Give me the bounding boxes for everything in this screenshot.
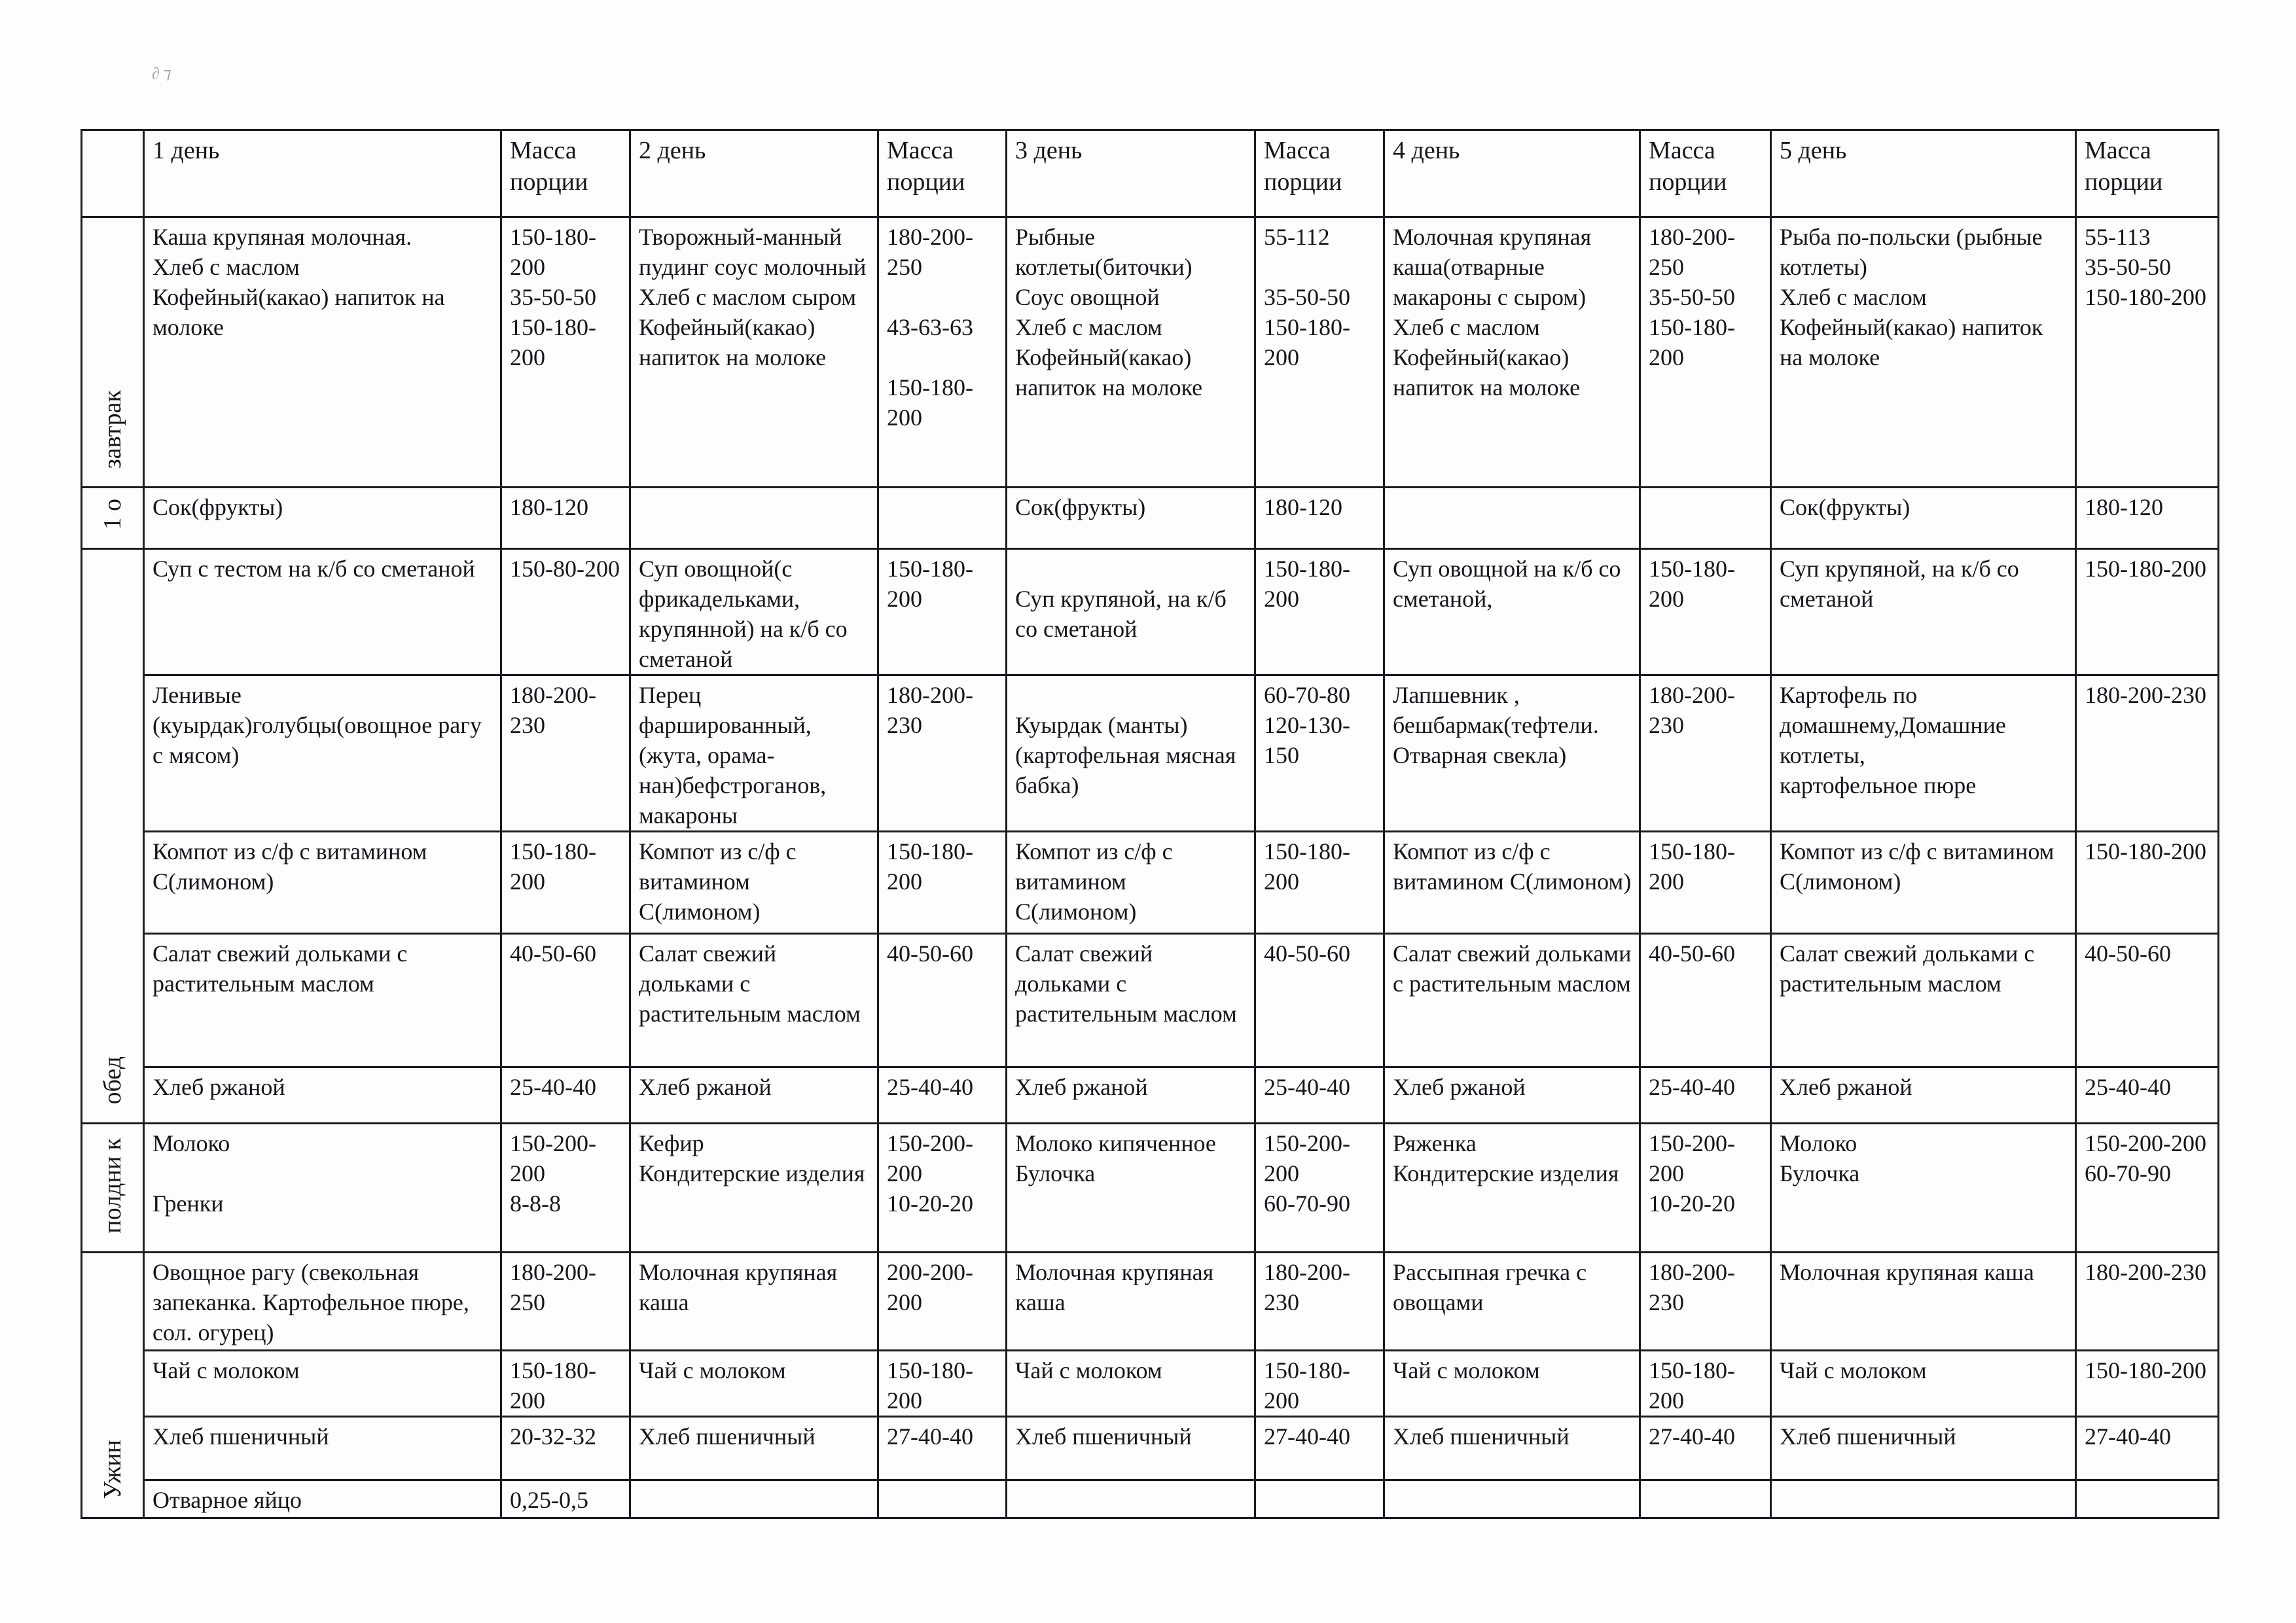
dish-cell: Молоко Гренки <box>144 1123 501 1252</box>
mass-cell: 150-180-200 <box>2076 548 2219 675</box>
dish-cell: Компот из с/ф с витамином С(лимоном) <box>1771 831 2076 933</box>
mass-cell: 180-200-230 <box>1640 1252 1771 1350</box>
header-row <box>82 130 2219 217</box>
header-mass: Масса порции <box>878 130 1007 217</box>
mass-cell: 27-40-40 <box>1255 1416 1384 1480</box>
mass-cell: 40-50-60 <box>878 933 1007 1067</box>
dish-cell: Чай с молоком <box>1007 1350 1255 1416</box>
menu-table <box>81 129 2219 1519</box>
header-mass: Масса порции <box>1255 130 1384 217</box>
dish-cell: Суп с тестом на к/б со сметаной <box>144 548 501 675</box>
meal-label-cell <box>82 548 144 1123</box>
meal-label-cell <box>82 1123 144 1252</box>
dish-cell: Хлеб пшеничный <box>1384 1416 1640 1480</box>
dish-cell: Сок(фрукты) <box>1007 488 1255 549</box>
dish-cell: Молочная крупяная каша <box>1007 1252 1255 1350</box>
menu-row <box>82 548 2219 675</box>
dish-cell: Ряженка Кондитерские изделия <box>1384 1123 1640 1252</box>
meal-label: полдни к <box>99 1137 126 1234</box>
mass-cell: 150-180-200 <box>1640 548 1771 675</box>
dish-cell: Творожный-манный пудинг соус молочный Хлеб с маслом сыром Кофейный(какао) напиток на молоке <box>630 217 878 488</box>
dish-cell: Каша крупяная молочная. Хлеб с маслом Кофейный(какао) напиток на молоке <box>144 217 501 488</box>
dish-cell: Молочная крупяная каша <box>630 1252 878 1350</box>
mass-cell: 20-32-32 <box>501 1416 630 1480</box>
mass-cell: 60-70-80 120-130-150 <box>1255 675 1384 831</box>
dish-cell <box>630 1480 878 1518</box>
dish-cell: Куырдак (манты) (картофельная мясная бабка) <box>1007 675 1255 831</box>
dish-cell: Чай с молоком <box>144 1350 501 1416</box>
dish-cell: Чай с молоком <box>1771 1350 2076 1416</box>
dish-cell <box>1384 488 1640 549</box>
mass-cell <box>2076 1480 2219 1518</box>
mass-cell: 25-40-40 <box>1640 1067 1771 1123</box>
dish-cell: Суп овощной(с фрикадельками, крупянной) на к/б со сметаной <box>630 548 878 675</box>
mass-cell: 0,25-0,5 <box>501 1480 630 1518</box>
mass-cell <box>878 1480 1007 1518</box>
menu-row <box>82 831 2219 933</box>
mass-cell: 150-180-200 <box>2076 1350 2219 1416</box>
mass-cell: 180-200-230 <box>1640 675 1771 831</box>
dish-cell: Чай с молоком <box>1384 1350 1640 1416</box>
dish-cell: Рыбные котлеты(биточки) Соус овощной Хлеб с маслом Кофейный(какао) напиток на молоке <box>1007 217 1255 488</box>
dish-cell <box>1007 1480 1255 1518</box>
dish-cell: Салат свежий дольками с растительным маслом <box>1007 933 1255 1067</box>
dish-cell: Хлеб пшеничный <box>630 1416 878 1480</box>
mass-cell: 40-50-60 <box>501 933 630 1067</box>
dish-cell: Хлеб ржаной <box>1384 1067 1640 1123</box>
dish-cell: Хлеб ржаной <box>1771 1067 2076 1123</box>
header-mass: Масса порции <box>1640 130 1771 217</box>
mass-cell: 150-200-200 10-20-20 <box>1640 1123 1771 1252</box>
mass-cell: 40-50-60 <box>1255 933 1384 1067</box>
mass-cell <box>878 488 1007 549</box>
menu-row <box>82 1416 2219 1480</box>
menu-row <box>82 675 2219 831</box>
dish-cell: Салат свежий дольками с растительным маслом <box>144 933 501 1067</box>
dish-cell: Хлеб пшеничный <box>144 1416 501 1480</box>
mass-cell: 150-80-200 <box>501 548 630 675</box>
meal-label: Ужин <box>99 1440 126 1499</box>
header-mass: Масса порции <box>2076 130 2219 217</box>
dish-cell: Ленивые (куырдак)голубцы(овощное рагу с мясом) <box>144 675 501 831</box>
dish-cell: Рыба по-польски (рыбные котлеты) Хлеб с маслом Кофейный(какао) напиток на молоке <box>1771 217 2076 488</box>
dish-cell: Молочная крупяная каша(отварные макароны с сыром) Хлеб с маслом Кофейный(какао) напиток на молоке <box>1384 217 1640 488</box>
menu-row <box>82 1067 2219 1123</box>
mass-cell: 150-180-200 35-50-50 150-180-200 <box>501 217 630 488</box>
dish-cell: Кефир Кондитерские изделия <box>630 1123 878 1252</box>
dish-cell: Хлеб пшеничный <box>1007 1416 1255 1480</box>
meal-label-cell <box>82 1252 144 1518</box>
dish-cell: Молочная крупяная каша <box>1771 1252 2076 1350</box>
mass-cell: 40-50-60 <box>2076 933 2219 1067</box>
mass-cell: 150-200-200 60-70-90 <box>2076 1123 2219 1252</box>
dish-cell: Хлеб ржаной <box>144 1067 501 1123</box>
mass-cell: 180-200-230 <box>878 675 1007 831</box>
mass-cell: 150-180-200 <box>1255 1350 1384 1416</box>
dish-cell: Суп овощной на к/б со сметаной, <box>1384 548 1640 675</box>
header-day: 3 день <box>1007 130 1255 217</box>
menu-row <box>82 488 2219 549</box>
mass-cell: 25-40-40 <box>1255 1067 1384 1123</box>
mass-cell: 27-40-40 <box>1640 1416 1771 1480</box>
dish-cell: Салат свежий дольками с растительным маслом <box>1771 933 2076 1067</box>
dish-cell: Салат свежий дольками с растительным маслом <box>630 933 878 1067</box>
mass-cell: 150-180-200 <box>878 1350 1007 1416</box>
mass-cell: 40-50-60 <box>1640 933 1771 1067</box>
meal-label-cell <box>82 488 144 549</box>
mass-cell: 150-180-200 <box>2076 831 2219 933</box>
dish-cell <box>1384 1480 1640 1518</box>
mass-cell <box>1255 1480 1384 1518</box>
mass-cell: 150-180-200 <box>878 831 1007 933</box>
dish-cell: Компот из с/ф с витамином С(лимоном) <box>1384 831 1640 933</box>
dish-cell: Отварное яйцо <box>144 1480 501 1518</box>
menu-row <box>82 933 2219 1067</box>
mass-cell: 200-200-200 <box>878 1252 1007 1350</box>
mass-cell: 150-180-200 <box>501 831 630 933</box>
mass-cell: 25-40-40 <box>878 1067 1007 1123</box>
header-mass: Масса порции <box>501 130 630 217</box>
mass-cell: 150-200-200 8-8-8 <box>501 1123 630 1252</box>
dish-cell: Салат свежий дольками с растительным маслом <box>1384 933 1640 1067</box>
mass-cell: 150-180-200 <box>501 1350 630 1416</box>
header-day: 2 день <box>630 130 878 217</box>
dish-cell: Овощное рагу (свекольная запеканка. Картофельное пюре, сол. огурец) <box>144 1252 501 1350</box>
dish-cell: Компот из с/ф с витамином С(лимоном) <box>630 831 878 933</box>
mass-cell: 55-113 35-50-50 150-180-200 <box>2076 217 2219 488</box>
dish-cell: Молоко кипяченное Булочка <box>1007 1123 1255 1252</box>
mass-cell <box>1640 488 1771 549</box>
dish-cell: Хлеб ржаной <box>1007 1067 1255 1123</box>
mass-cell: 150-180-200 <box>1255 548 1384 675</box>
dish-cell: Компот из с/ф с витамином С(лимоном) <box>1007 831 1255 933</box>
dish-cell: Суп крупяной, на к/б со сметаной <box>1007 548 1255 675</box>
mass-cell: 150-180-200 <box>1640 1350 1771 1416</box>
mass-cell: 180-120 <box>2076 488 2219 549</box>
mass-cell: 150-200-200 60-70-90 <box>1255 1123 1384 1252</box>
menu-row <box>82 1350 2219 1416</box>
menu-row <box>82 1252 2219 1350</box>
mass-cell: 27-40-40 <box>878 1416 1007 1480</box>
mass-cell: 180-200-230 <box>2076 1252 2219 1350</box>
mass-cell <box>1640 1480 1771 1518</box>
mass-cell: 180-200-250 43-63-63 150-180-200 <box>878 217 1007 488</box>
mass-cell: 27-40-40 <box>2076 1416 2219 1480</box>
menu-row <box>82 1123 2219 1252</box>
meal-label: 1 о <box>99 499 126 530</box>
dish-cell <box>630 488 878 549</box>
mass-cell: 180-200-230 <box>1255 1252 1384 1350</box>
dish-cell: Картофель по домашнему,Домашние котлеты, картофельное пюре <box>1771 675 2076 831</box>
dish-cell: Рассыпная гречка с овощами <box>1384 1252 1640 1350</box>
menu-body <box>82 217 2219 1518</box>
mass-cell: 55-112 35-50-50 150-180-200 <box>1255 217 1384 488</box>
dish-cell: Суп крупяной, на к/б со сметаной <box>1771 548 2076 675</box>
mass-cell: 180-200-250 <box>501 1252 630 1350</box>
dish-cell: Молоко Булочка <box>1771 1123 2076 1252</box>
header-day: 5 день <box>1771 130 2076 217</box>
mass-cell: 25-40-40 <box>501 1067 630 1123</box>
header-day: 1 день <box>144 130 501 217</box>
mass-cell: 150-180-200 <box>878 548 1007 675</box>
mass-cell: 180-120 <box>1255 488 1384 549</box>
meal-label: завтрак <box>99 389 126 469</box>
mass-cell: 180-120 <box>501 488 630 549</box>
mass-cell: 150-180-200 <box>1255 831 1384 933</box>
page-corner-mark: ∂ ⁊ <box>152 65 171 82</box>
dish-cell: Перец фаршированный, (жута, орама-нан)бефстроганов, макароны <box>630 675 878 831</box>
dish-cell: Компот из с/ф с витамином С(лимоном) <box>144 831 501 933</box>
header-corner <box>82 130 144 217</box>
dish-cell: Лапшевник , бешбармак(тефтели. Отварная свекла) <box>1384 675 1640 831</box>
dish-cell: Хлеб ржаной <box>630 1067 878 1123</box>
dish-cell: Хлеб пшеничный <box>1771 1416 2076 1480</box>
menu-row <box>82 217 2219 488</box>
mass-cell: 150-200-200 10-20-20 <box>878 1123 1007 1252</box>
mass-cell: 180-200-230 <box>501 675 630 831</box>
mass-cell: 180-200-230 <box>2076 675 2219 831</box>
dish-cell: Сок(фрукты) <box>1771 488 2076 549</box>
dish-cell: Чай с молоком <box>630 1350 878 1416</box>
header-day: 4 день <box>1384 130 1640 217</box>
meal-label-cell <box>82 217 144 488</box>
dish-cell <box>1771 1480 2076 1518</box>
dish-cell: Сок(фрукты) <box>144 488 501 549</box>
menu-row <box>82 1480 2219 1518</box>
meal-label: обед <box>99 1056 126 1105</box>
mass-cell: 150-180-200 <box>1640 831 1771 933</box>
mass-cell: 180-200-250 35-50-50 150-180-200 <box>1640 217 1771 488</box>
mass-cell: 25-40-40 <box>2076 1067 2219 1123</box>
